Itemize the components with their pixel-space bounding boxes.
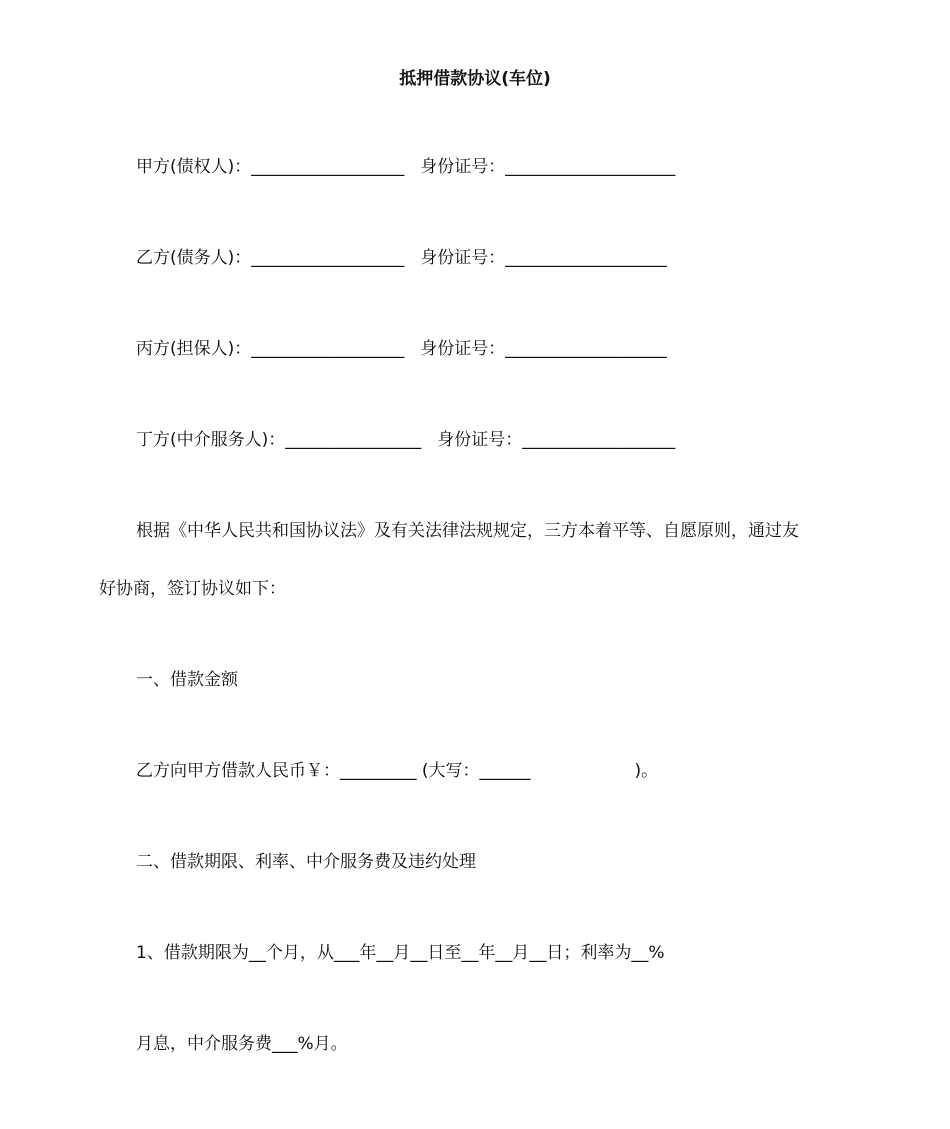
party-c-blank: __________________ [251,339,405,359]
party-b-line [136,246,667,270]
loan-amount-text: 乙方向甲方借款人民币￥：_________ (大写：______ [136,761,531,781]
party-a-id-label: 身份证号： [420,157,506,177]
loan-amount-close: )。 [634,761,659,781]
intro-paragraph-line-2: 好协商，签订协议如下： [99,579,286,599]
party-d-id-blank: __________________ [522,430,676,450]
party-c-id-label: 身份证号： [420,339,506,359]
party-c-label: 丙方(担保人)： [136,339,252,359]
document-title: 抵押借款协议(车位) [399,69,551,89]
party-b-blank: __________________ [251,248,405,268]
party-c-line [136,337,667,361]
party-b-id-label: 身份证号： [420,248,506,268]
party-c-id-blank: ___________________ [505,339,667,359]
section-1-heading: 一、借款金额 [136,670,238,690]
party-a-label: 甲方(债权人)： [136,157,252,177]
party-a-id-blank: ____________________ [505,157,676,177]
intro-paragraph-line-1: 根据《中华人民共和国协议法》及有关法律法规规定，三方本着平等、自愿原则，通过友 [136,521,799,541]
clause-1-line-2: 月息，中介服务费___%月。 [136,1034,348,1054]
party-b-id-blank: ___________________ [505,248,667,268]
party-d-label: 丁方(中介服务人)： [136,430,286,450]
party-b-label: 乙方(债务人)： [136,248,252,268]
section-1-text [136,759,658,783]
party-a-line [136,155,675,179]
clause-1-line-1: 1、借款期限为__个月，从___年__月__日至__年__月__日；利率为__% [136,943,665,963]
party-d-line [136,428,675,452]
party-d-blank: ________________ [285,430,422,450]
party-a-blank: __________________ [251,157,405,177]
party-d-id-label: 身份证号： [437,430,523,450]
section-2-heading: 二、借款期限、利率、中介服务费及违约处理 [136,852,476,872]
